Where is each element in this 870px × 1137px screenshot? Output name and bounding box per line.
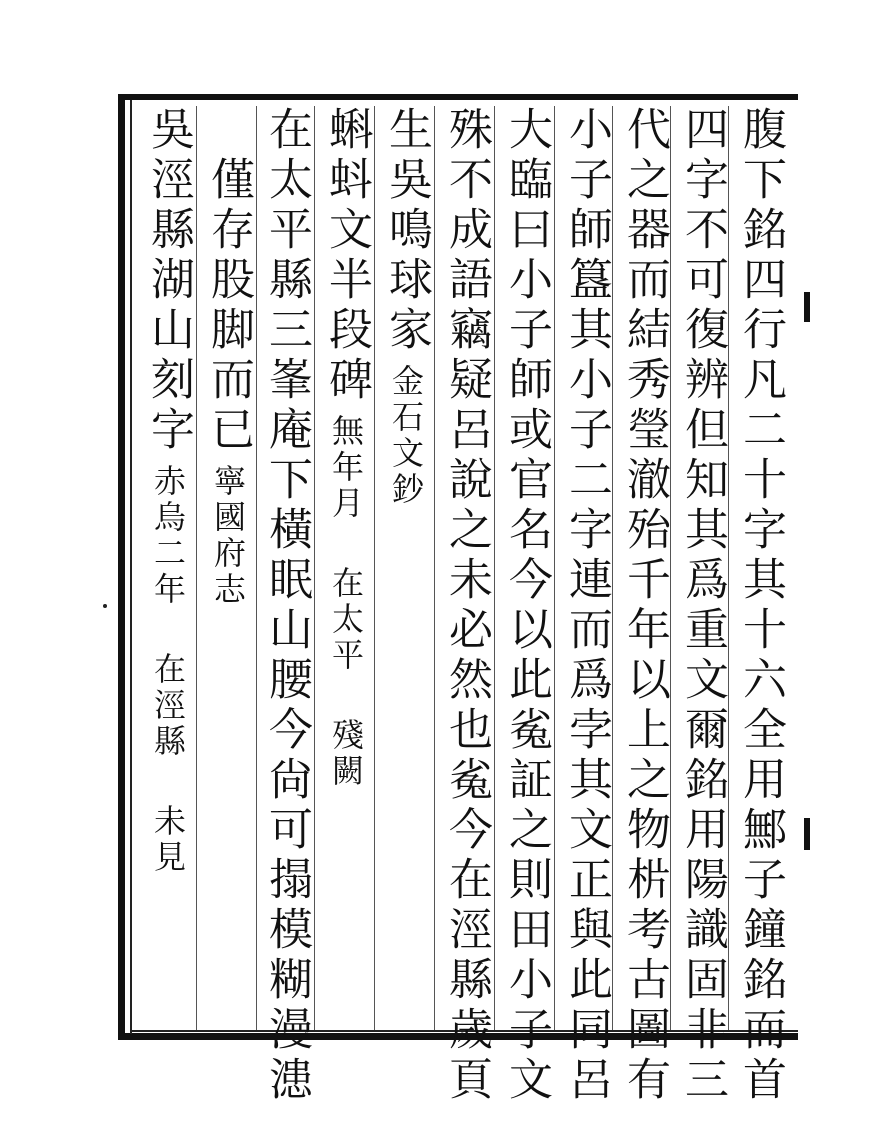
column-rule bbox=[196, 106, 197, 1030]
column-rule bbox=[434, 106, 435, 1030]
date-note: 無年月 bbox=[327, 414, 365, 522]
source-note: 寧國府志 bbox=[209, 464, 247, 608]
text-column-7 bbox=[378, 106, 434, 1030]
location-note: 在涇縣 bbox=[149, 652, 187, 760]
text-column-1 bbox=[732, 106, 788, 1106]
edge-mark bbox=[804, 292, 810, 322]
text-column-2 bbox=[674, 106, 730, 1106]
column-text: 代之器而結秀瑩澈殆千年以上之物㭊考古圖有 bbox=[619, 106, 670, 1106]
text-column-4 bbox=[558, 106, 614, 1106]
column-rule bbox=[554, 106, 555, 1030]
column-text: 僅存股脚而已 bbox=[203, 156, 254, 456]
status-note: 未見 bbox=[149, 804, 187, 876]
column-text: 四字不可復辨但知其爲重文爾銘用陽識固非三 bbox=[677, 106, 728, 1106]
column-text: 在太平縣三峯庵下橫眠山腰今尙可搨模糊漫漶 bbox=[261, 106, 312, 1106]
frame-inner-line bbox=[130, 100, 132, 1034]
ink-dot bbox=[103, 604, 107, 608]
date-note: 赤烏二年 bbox=[149, 464, 187, 608]
text-column-8 bbox=[318, 106, 374, 1030]
column-text: 小子師簋其小子二字連而爲孛其文正與此同呂 bbox=[561, 106, 612, 1106]
status-note: 殘闕 bbox=[327, 718, 365, 790]
text-column-6 bbox=[438, 106, 494, 1106]
column-rule bbox=[256, 106, 257, 1030]
column-text: 吳涇縣湖山刻字 bbox=[143, 106, 194, 456]
column-text: 生吳鳴球家 bbox=[381, 106, 432, 356]
text-column-11 bbox=[140, 106, 196, 1030]
column-text: 腹下銘四行凡二十字其十六全用鄦子鐘銘而首 bbox=[735, 106, 786, 1106]
source-note: 金石文鈔 bbox=[387, 364, 425, 508]
column-text: 殊不成語竊疑呂說之未必然也㝹今在涇縣歲頁 bbox=[441, 106, 492, 1106]
location-note: 在太平 bbox=[327, 566, 365, 674]
column-rule bbox=[374, 106, 375, 1030]
text-column-5 bbox=[498, 106, 554, 1106]
text-column-10 bbox=[200, 106, 256, 1030]
column-text: 大臨曰小子師或官名今以此㝹証之則田小子文 bbox=[501, 106, 552, 1106]
text-column-9 bbox=[258, 106, 314, 1106]
text-column-3 bbox=[616, 106, 672, 1106]
column-rule bbox=[314, 106, 315, 1030]
column-text: 蝌蚪文半段碑 bbox=[321, 106, 372, 406]
column-rule bbox=[494, 106, 495, 1030]
edge-mark bbox=[804, 818, 810, 850]
